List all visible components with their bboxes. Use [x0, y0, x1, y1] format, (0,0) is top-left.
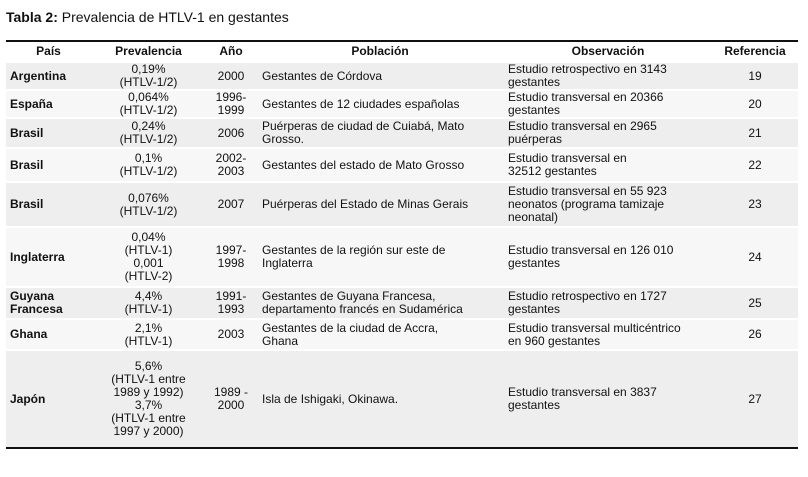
- table-row: [6, 319, 798, 350]
- cell-anio: 1996- 1999: [206, 90, 256, 118]
- cell-pais: España: [6, 90, 91, 118]
- cell-pais: Ghana: [6, 319, 91, 350]
- cell-prevalencia: 0,076% (HTLV-1/2): [91, 182, 206, 227]
- cell-prevalencia: 0,19% (HTLV-1/2): [91, 62, 206, 90]
- cell-referencia: 21: [712, 118, 798, 148]
- cell-referencia: 26: [712, 319, 798, 350]
- cell-referencia: 23: [712, 182, 798, 227]
- table-row: [6, 148, 798, 182]
- cell-poblacion: Gestantes de la ciudad de Accra, Ghana: [256, 319, 504, 350]
- cell-prevalencia: 0,064% (HTLV-1/2): [91, 90, 206, 118]
- cell-prevalencia: 5,6% (HTLV-1 entre 1989 y 1992) 3,7% (HTLV-1 entre 1997 y 2000): [91, 350, 206, 448]
- cell-referencia: 19: [712, 62, 798, 90]
- cell-pais: Brasil: [6, 118, 91, 148]
- table-caption-label: Tabla 2:: [6, 9, 58, 25]
- cell-poblacion: Gestantes del estado de Mato Grosso: [256, 148, 504, 182]
- cell-anio: 2006: [206, 118, 256, 148]
- table-caption: [6, 9, 289, 25]
- header-anio: Año: [206, 41, 256, 62]
- cell-observacion: Estudio transversal en 126 010 gestantes: [504, 227, 712, 287]
- cell-anio: 1989 - 2000: [206, 350, 256, 448]
- cell-observacion: Estudio transversal en 32512 gestantes: [504, 148, 712, 182]
- cell-observacion: Estudio transversal en 3837 gestantes: [504, 350, 712, 448]
- cell-poblacion: Gestantes de 12 ciudades españolas: [256, 90, 504, 118]
- table-row: [6, 118, 798, 148]
- cell-pais: Brasil: [6, 182, 91, 227]
- cell-observacion: Estudio transversal en 2965 puérperas: [504, 118, 712, 148]
- cell-pais: Brasil: [6, 148, 91, 182]
- cell-pais: Japón: [6, 350, 91, 448]
- cell-anio: 2002- 2003: [206, 148, 256, 182]
- table-row: [6, 62, 798, 90]
- cell-prevalencia: 4,4% (HTLV-1): [91, 287, 206, 319]
- cell-observacion: Estudio retrospectivo en 3143 gestantes: [504, 62, 712, 90]
- cell-observacion: Estudio transversal en 55 923 neonatos (programa tamizaje neonatal): [504, 182, 712, 227]
- cell-referencia: 25: [712, 287, 798, 319]
- cell-anio: 2003: [206, 319, 256, 350]
- cell-prevalencia: 0,04% (HTLV-1) 0,001 (HTLV-2): [91, 227, 206, 287]
- cell-referencia: 27: [712, 350, 798, 448]
- table-row: [6, 350, 798, 448]
- cell-poblacion: Puérperas del Estado de Minas Gerais: [256, 182, 504, 227]
- cell-observacion: Estudio transversal multicéntrico en 960 gestantes: [504, 319, 712, 350]
- cell-poblacion: Gestantes de Córdova: [256, 62, 504, 90]
- table-caption-text: Prevalencia de HTLV-1 en gestantes: [57, 9, 289, 25]
- cell-pais: Guyana Francesa: [6, 287, 91, 319]
- cell-poblacion: Isla de Ishigaki, Okinawa.: [256, 350, 504, 448]
- cell-poblacion: Gestantes de la región sur este de Inglaterra: [256, 227, 504, 287]
- header-poblacion: Población: [256, 41, 504, 62]
- header-prevalencia: Prevalencia: [91, 41, 206, 62]
- cell-referencia: 22: [712, 148, 798, 182]
- cell-prevalencia: 2,1% (HTLV-1): [91, 319, 206, 350]
- cell-anio: 2000: [206, 62, 256, 90]
- cell-referencia: 24: [712, 227, 798, 287]
- cell-anio: 1991- 1993: [206, 287, 256, 319]
- table-row: [6, 182, 798, 227]
- table-row: [6, 90, 798, 118]
- header-pais: País: [6, 41, 91, 62]
- cell-observacion: Estudio retrospectivo en 1727 gestantes: [504, 287, 712, 319]
- header-referencia: Referencia: [712, 41, 798, 62]
- prevalence-table: [6, 40, 798, 449]
- cell-anio: 2007: [206, 182, 256, 227]
- cell-pais: Inglaterra: [6, 227, 91, 287]
- cell-prevalencia: 0,1% (HTLV-1/2): [91, 148, 206, 182]
- cell-prevalencia: 0,24% (HTLV-1/2): [91, 118, 206, 148]
- cell-observacion: Estudio transversal en 20366 gestantes: [504, 90, 712, 118]
- table-header-row: [6, 41, 798, 62]
- cell-poblacion: Gestantes de Guyana Francesa, departamento francés en Sudamérica: [256, 287, 504, 319]
- cell-poblacion: Puérperas de ciudad de Cuiabá, Mato Grosso.: [256, 118, 504, 148]
- header-observacion: Observación: [504, 41, 712, 62]
- table-row: [6, 287, 798, 319]
- cell-pais: Argentina: [6, 62, 91, 90]
- cell-anio: 1997- 1998: [206, 227, 256, 287]
- table-row: [6, 227, 798, 287]
- cell-referencia: 20: [712, 90, 798, 118]
